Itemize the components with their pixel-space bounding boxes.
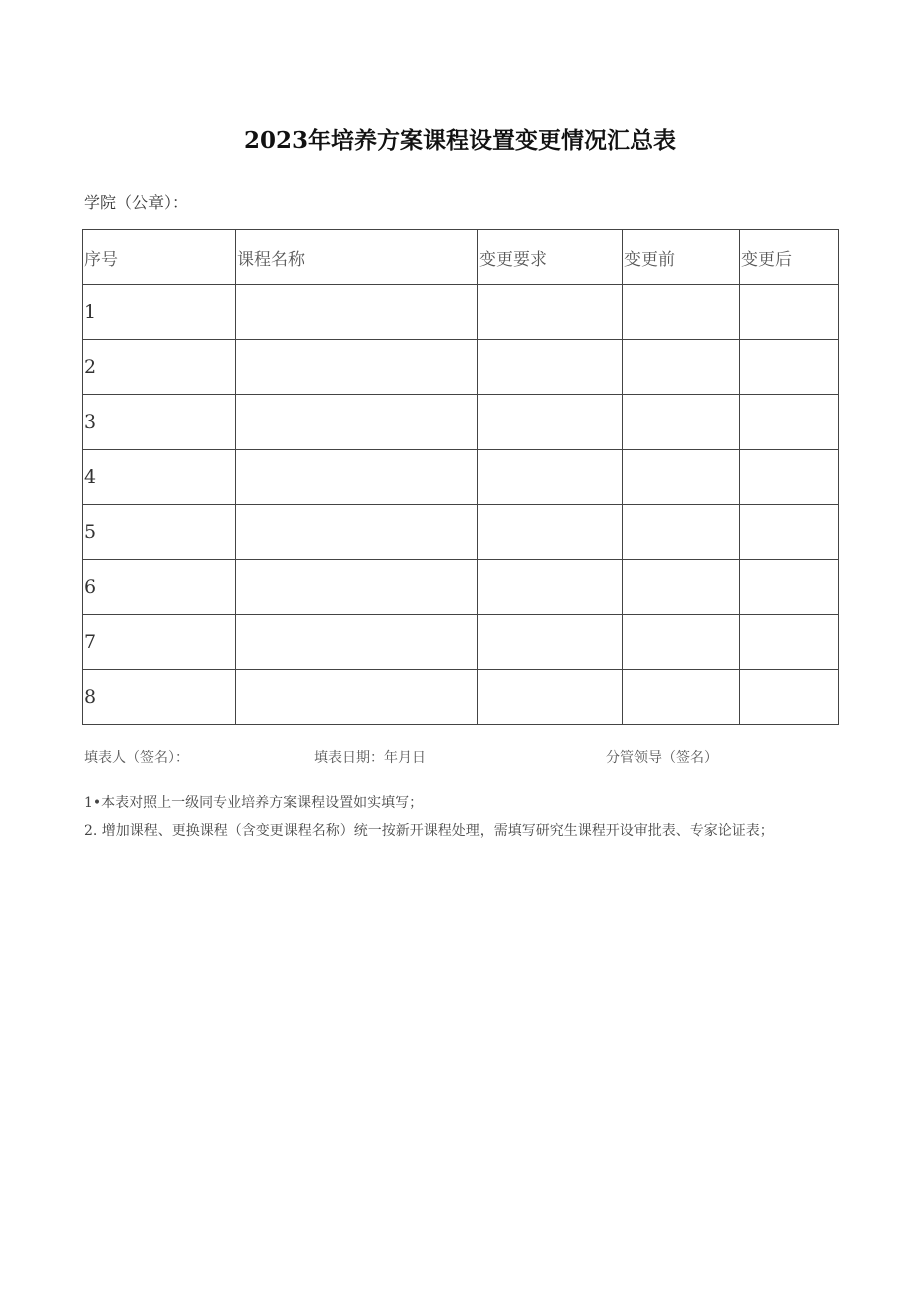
table-row [83,285,839,340]
course-name-cell[interactable] [236,560,478,615]
table-row [83,395,839,450]
table-row [83,505,839,560]
note-item: 2. 增加课程、更换课程（含变更课程名称）统一按新开课程处理，需填写研究生课程开设审批表、专家论证表； [84,823,774,839]
table-header-row [83,230,839,285]
row-number: 3 [83,395,236,450]
before-change-cell[interactable] [623,395,740,450]
change-request-cell[interactable] [478,670,623,725]
after-change-cell[interactable] [740,670,839,725]
row-number: 1 [83,285,236,340]
header-serial-number: 序号 [83,230,236,285]
course-name-cell[interactable] [236,340,478,395]
before-change-cell[interactable] [623,615,740,670]
filler-signature-label: 填表人（签名）： [84,750,189,766]
after-change-cell[interactable] [740,615,839,670]
row-number: 5 [83,505,236,560]
change-request-cell[interactable] [478,450,623,505]
course-name-cell[interactable] [236,670,478,725]
table-row [83,560,839,615]
course-name-cell[interactable] [236,395,478,450]
row-number: 2 [83,340,236,395]
change-request-cell[interactable] [478,505,623,560]
leader-signature-label: 分管领导（签名） [606,750,718,766]
row-number: 6 [83,560,236,615]
after-change-cell[interactable] [740,395,839,450]
table-row [83,615,839,670]
header-before-change: 变更前 [623,230,740,285]
course-name-cell[interactable] [236,285,478,340]
change-request-cell[interactable] [478,560,623,615]
change-request-cell[interactable] [478,615,623,670]
before-change-cell[interactable] [623,450,740,505]
signature-line [0,747,920,769]
table-row [83,670,839,725]
note-item: 1•本表对照上一级同专业培养方案课程设置如实填写； [84,795,424,811]
college-seal-label: 学院（公章）： [84,193,189,212]
before-change-cell[interactable] [623,560,740,615]
after-change-cell[interactable] [740,340,839,395]
after-change-cell[interactable] [740,505,839,560]
before-change-cell[interactable] [623,670,740,725]
after-change-cell[interactable] [740,285,839,340]
header-after-change: 变更后 [740,230,839,285]
change-request-cell[interactable] [478,395,623,450]
table-row [83,450,839,505]
before-change-cell[interactable] [623,505,740,560]
row-number: 8 [83,670,236,725]
document-title: 2023年培养方案课程设置变更情况汇总表 [243,127,676,154]
header-change-request: 变更要求 [478,230,623,285]
after-change-cell[interactable] [740,450,839,505]
row-number: 4 [83,450,236,505]
before-change-cell[interactable] [623,340,740,395]
row-number: 7 [83,615,236,670]
notes-section [84,791,824,847]
header-course-name: 课程名称 [236,230,478,285]
table-row [83,340,839,395]
course-name-cell[interactable] [236,450,478,505]
after-change-cell[interactable] [740,560,839,615]
change-request-cell[interactable] [478,285,623,340]
course-name-cell[interactable] [236,505,478,560]
before-change-cell[interactable] [623,285,740,340]
change-request-cell[interactable] [478,340,623,395]
course-name-cell[interactable] [236,615,478,670]
course-change-table [82,229,839,725]
fill-date-label: 填表日期：年月日 [314,750,426,766]
